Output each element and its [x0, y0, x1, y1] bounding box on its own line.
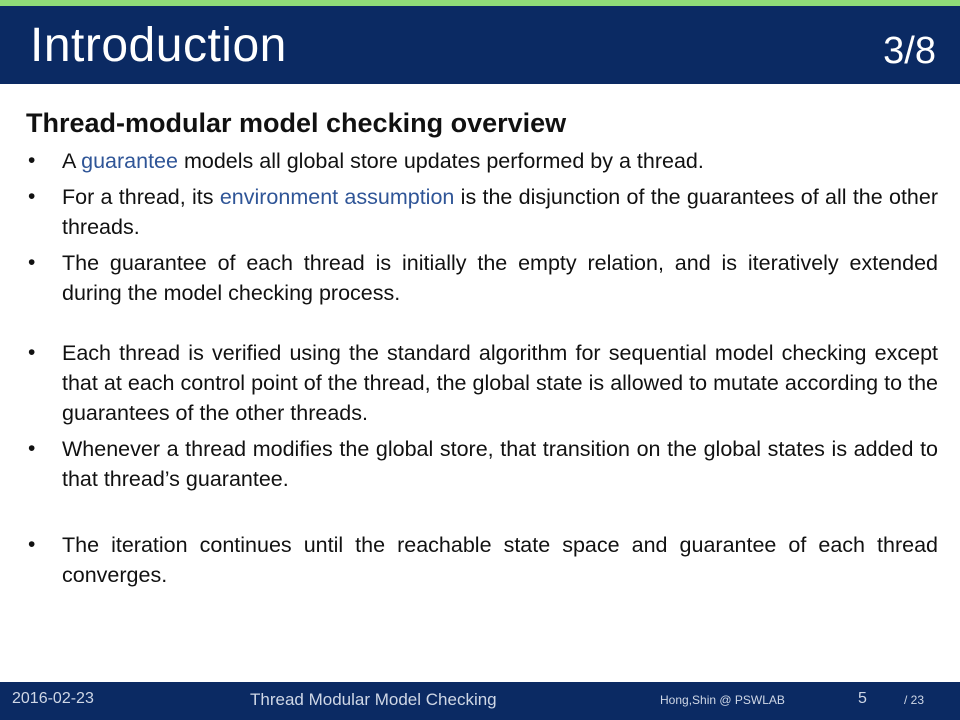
bullet-item: • The iteration continues until the reachable state space and guarantee of each thread converges.: [26, 530, 938, 590]
footer-title: Thread Modular Model Checking: [250, 690, 497, 709]
bullet-list: [26, 146, 938, 590]
footer-author: Hong,Shin @ PSWLAB: [660, 693, 785, 707]
bullet-item: • The guarantee of each thread is initially the empty relation, and is iteratively extended during the model checking process.: [26, 248, 938, 308]
bullet-item: • For a thread, its environment assumption is the disjunction of the guarantees of all the other threads.: [26, 182, 938, 242]
bullet-item: • Each thread is verified using the standard algorithm for sequential model checking except that at each control point of the thread, the global state is allowed to mutate according to the guarantees of the other threads.: [26, 338, 938, 428]
footer-page-number: 5: [858, 690, 867, 707]
footer-date: 2016-02-23: [12, 690, 94, 707]
bullet-dot-icon: •: [28, 437, 36, 460]
highlight-term: environment assumption: [219, 185, 455, 209]
bullet-item: • A guarantee models all global store updates performed by a thread.: [26, 146, 938, 176]
bullet-dot-icon: •: [28, 533, 36, 556]
slide-content: [26, 106, 938, 596]
slide-page-indicator: 3/8: [883, 30, 936, 72]
bullet-dot-icon: •: [28, 341, 36, 364]
bullet-dot-icon: •: [28, 185, 36, 208]
footer-total-pages: / 23: [904, 693, 925, 707]
slide-header: [0, 6, 960, 84]
highlight-term: guarantee: [81, 149, 178, 173]
bullet-item: • Whenever a thread modifies the global store, that transition on the global states is added to that thread’s guarantee.: [26, 434, 938, 494]
slide-footer: [0, 682, 960, 720]
bullet-dot-icon: •: [28, 251, 36, 274]
slide-title: Introduction: [30, 19, 287, 72]
bullet-dot-icon: •: [28, 149, 36, 172]
section-subtitle: Thread-modular model checking overview: [26, 108, 567, 138]
